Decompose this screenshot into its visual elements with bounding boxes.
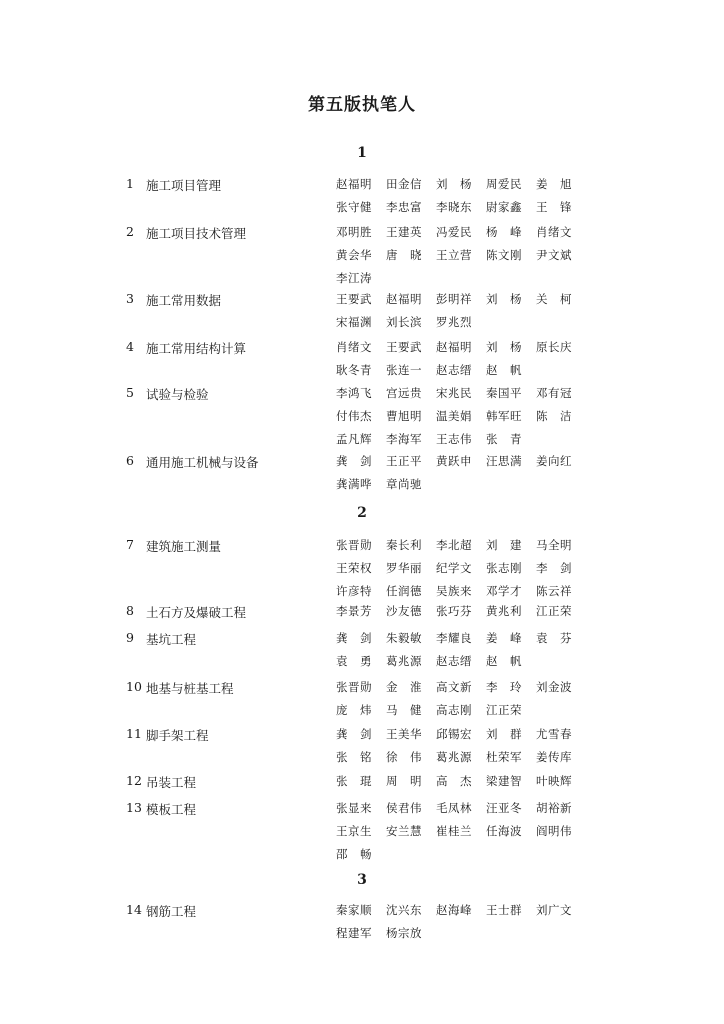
author-name: 宋福渊: [336, 315, 372, 329]
author-name: 赵福明: [436, 340, 472, 354]
author-row: [336, 800, 596, 823]
author-name: 陈 洁: [536, 409, 572, 423]
part-number: 2: [357, 505, 367, 521]
author-name: 宋兆民: [436, 386, 472, 400]
author-name: 汪亚冬: [486, 801, 522, 815]
author-row: [336, 291, 596, 314]
author-row: [336, 339, 596, 362]
author-name: 张 青: [486, 432, 522, 446]
author-name: 邓明胜: [336, 225, 372, 239]
author-name: 彭明祥: [436, 292, 472, 306]
author-name: 黄会华: [336, 248, 372, 262]
author-name: 江正荣: [536, 604, 572, 618]
author-name: 张显来: [336, 801, 372, 815]
chapter-authors: [336, 679, 596, 725]
author-name: 袁 芬: [536, 631, 572, 645]
author-row: [336, 902, 596, 925]
chapter-authors: [336, 630, 596, 676]
author-name: 任海波: [486, 824, 522, 838]
author-row: [336, 537, 596, 560]
author-name: 王荣权: [336, 561, 372, 575]
chapter-authors: [336, 339, 596, 385]
author-name: 纪学文: [436, 561, 472, 575]
author-name: 张晋勋: [336, 680, 372, 694]
author-name: 尹文斌: [536, 248, 572, 262]
author-name: 王士群: [486, 903, 522, 917]
author-name: 王立营: [436, 248, 472, 262]
author-name: 庞 炜: [336, 703, 372, 717]
author-name: 侯君伟: [386, 801, 422, 815]
author-name: 张巧芬: [436, 604, 472, 618]
author-name: 冯爱民: [436, 225, 472, 239]
chapter-authors: [336, 726, 596, 772]
chapter-title: 施工常用数据: [146, 293, 222, 308]
author-name: 李景芳: [336, 604, 372, 618]
chapter-number: 4: [126, 339, 134, 354]
author-row: [336, 603, 596, 626]
author-name: 龚 剑: [336, 727, 372, 741]
author-row: [336, 653, 596, 676]
chapter-title: 土石方及爆破工程: [146, 605, 247, 620]
author-name: 龚 剑: [336, 631, 372, 645]
author-name: 姜 旭: [536, 177, 572, 191]
author-name: 王建英: [386, 225, 422, 239]
author-name: 高志刚: [436, 703, 472, 717]
chapter-authors: [336, 453, 596, 499]
author-name: 张连一: [386, 363, 422, 377]
author-name: 周爱民: [486, 177, 522, 191]
author-name: 温美娟: [436, 409, 472, 423]
author-name: 肖绪文: [336, 340, 372, 354]
page-title: 第五版执笔人: [308, 95, 416, 115]
author-row: [336, 431, 596, 454]
author-row: [336, 176, 596, 199]
author-row: [336, 362, 596, 385]
author-name: 唐 晓: [386, 248, 422, 262]
chapter-number: 3: [126, 291, 134, 306]
author-name: 陈云祥: [536, 584, 572, 598]
author-name: 刘 杨: [486, 340, 522, 354]
author-name: 吴族来: [436, 584, 472, 598]
author-name: 姜传库: [536, 750, 572, 764]
author-name: 尉家鑫: [486, 200, 522, 214]
chapter-title: 钢筋工程: [146, 904, 197, 919]
chapter-number: 14: [126, 902, 142, 917]
chapter-number: 9: [126, 630, 134, 645]
author-name: 杨宗放: [386, 926, 422, 940]
author-name: 关 柯: [536, 292, 572, 306]
author-row: [336, 823, 596, 846]
chapter-authors: [336, 603, 596, 626]
chapter-number: 7: [126, 537, 134, 552]
author-name: 李 玲: [486, 680, 522, 694]
author-name: 李海军: [386, 432, 422, 446]
author-name: 赵海峰: [436, 903, 472, 917]
author-row: [336, 702, 596, 725]
part-number: 3: [357, 872, 367, 888]
author-name: 胡裕新: [536, 801, 572, 815]
author-row: [336, 773, 596, 796]
author-name: 许彦特: [336, 584, 372, 598]
chapter-authors: [336, 537, 596, 606]
author-name: 阎明伟: [536, 824, 572, 838]
author-name: 高文新: [436, 680, 472, 694]
chapter-title: 脚手架工程: [146, 728, 209, 743]
chapter-number: 10: [126, 679, 142, 694]
author-name: 沈兴东: [386, 903, 422, 917]
chapter-number: 2: [126, 224, 134, 239]
author-name: 李耀良: [436, 631, 472, 645]
author-name: 李 剑: [536, 561, 572, 575]
chapter-authors: [336, 224, 596, 293]
author-name: 秦国平: [486, 386, 522, 400]
author-row: [336, 408, 596, 431]
chapter-authors: [336, 385, 596, 454]
author-name: 崔桂兰: [436, 824, 472, 838]
author-name: 安兰慧: [386, 824, 422, 838]
author-name: 张守健: [336, 200, 372, 214]
author-row: [336, 925, 596, 948]
author-row: [336, 247, 596, 270]
author-name: 高 杰: [436, 774, 472, 788]
author-name: 赵 帆: [486, 654, 522, 668]
author-name: 张 琨: [336, 774, 372, 788]
author-name: 韩军旺: [486, 409, 522, 423]
chapter-title: 施工项目管理: [146, 178, 222, 193]
author-name: 黄兆利: [486, 604, 522, 618]
chapter-authors: [336, 902, 596, 948]
author-name: 宫远贵: [386, 386, 422, 400]
author-row: [336, 314, 596, 337]
author-name: 肖绪文: [536, 225, 572, 239]
author-name: 章尚驰: [386, 477, 422, 491]
author-name: 梁建智: [486, 774, 522, 788]
author-name: 张晋勋: [336, 538, 372, 552]
author-name: 李鸿飞: [336, 386, 372, 400]
author-row: [336, 270, 596, 293]
chapter-number: 12: [126, 773, 142, 788]
author-name: 王志伟: [436, 432, 472, 446]
author-name: 刘广文: [536, 903, 572, 917]
chapter-number: 5: [126, 385, 134, 400]
author-name: 罗兆烈: [436, 315, 472, 329]
author-name: 刘长滨: [386, 315, 422, 329]
chapter-number: 6: [126, 453, 134, 468]
author-name: 葛兆源: [436, 750, 472, 764]
chapter-authors: [336, 800, 596, 869]
author-name: 邓有冠: [536, 386, 572, 400]
chapter-title: 施工常用结构计算: [146, 341, 247, 356]
author-name: 秦家顺: [336, 903, 372, 917]
author-name: 袁 勇: [336, 654, 372, 668]
author-name: 杜荣军: [486, 750, 522, 764]
author-name: 刘 建: [486, 538, 522, 552]
chapter-authors: [336, 291, 596, 337]
author-row: [336, 846, 596, 869]
author-name: 原长庆: [536, 340, 572, 354]
chapter-number: 13: [126, 800, 142, 815]
author-name: 尤雪春: [536, 727, 572, 741]
chapter-number: 1: [126, 176, 134, 191]
chapter-title: 施工项目技术管理: [146, 226, 247, 241]
author-name: 李北超: [436, 538, 472, 552]
author-name: 陈文刚: [486, 248, 522, 262]
author-name: 王 锋: [536, 200, 572, 214]
author-name: 孟凡辉: [336, 432, 372, 446]
author-name: 邱锡宏: [436, 727, 472, 741]
author-name: 王要武: [336, 292, 372, 306]
author-name: 王要武: [386, 340, 422, 354]
chapter-title: 基坑工程: [146, 632, 197, 647]
chapter-title: 试验与检验: [146, 387, 209, 402]
author-name: 龚满哗: [336, 477, 372, 491]
author-name: 姜 峰: [486, 631, 522, 645]
author-name: 王京生: [336, 824, 372, 838]
author-name: 王正平: [386, 454, 422, 468]
chapter-number: 11: [126, 726, 142, 741]
author-name: 马 健: [386, 703, 422, 717]
author-name: 赵福明: [336, 177, 372, 191]
author-name: 朱毅敏: [386, 631, 422, 645]
chapter-authors: [336, 176, 596, 222]
author-name: 罗华丽: [386, 561, 422, 575]
author-name: 龚 剑: [336, 454, 372, 468]
author-name: 葛兆源: [386, 654, 422, 668]
author-name: 付伟杰: [336, 409, 372, 423]
chapter-title: 模板工程: [146, 802, 197, 817]
author-name: 毛凤林: [436, 801, 472, 815]
author-row: [336, 749, 596, 772]
author-name: 江正荣: [486, 703, 522, 717]
author-name: 李忠富: [386, 200, 422, 214]
author-name: 马全明: [536, 538, 572, 552]
chapter-authors: [336, 773, 596, 796]
author-name: 赵志缙: [436, 363, 472, 377]
chapter-title: 吊装工程: [146, 775, 197, 790]
author-name: 刘 群: [486, 727, 522, 741]
author-name: 周 明: [386, 774, 422, 788]
author-name: 赵 帆: [486, 363, 522, 377]
author-name: 张志刚: [486, 561, 522, 575]
author-name: 任润德: [386, 584, 422, 598]
author-name: 杨 峰: [486, 225, 522, 239]
author-name: 秦长利: [386, 538, 422, 552]
author-name: 李江涛: [336, 271, 372, 285]
part-number: 1: [357, 145, 367, 161]
author-name: 姜向红: [536, 454, 572, 468]
author-name: 黄跃申: [436, 454, 472, 468]
author-name: 赵福明: [386, 292, 422, 306]
chapter-number: 8: [126, 603, 134, 618]
author-name: 刘金波: [536, 680, 572, 694]
author-name: 叶映辉: [536, 774, 572, 788]
author-name: 汪思满: [486, 454, 522, 468]
author-row: [336, 453, 596, 476]
author-name: 王美华: [386, 727, 422, 741]
author-name: 徐 伟: [386, 750, 422, 764]
author-name: 耿冬青: [336, 363, 372, 377]
author-name: 李晓东: [436, 200, 472, 214]
author-row: [336, 630, 596, 653]
author-row: [336, 726, 596, 749]
author-name: 沙友德: [386, 604, 422, 618]
author-name: 刘 杨: [486, 292, 522, 306]
author-row: [336, 560, 596, 583]
author-name: 邵 畅: [336, 847, 372, 861]
author-name: 田金信: [386, 177, 422, 191]
chapter-title: 地基与桩基工程: [146, 681, 234, 696]
author-name: 程建军: [336, 926, 372, 940]
chapter-title: 通用施工机械与设备: [146, 455, 259, 470]
author-row: [336, 385, 596, 408]
author-name: 邓学才: [486, 584, 522, 598]
author-row: [336, 679, 596, 702]
author-name: 刘 杨: [436, 177, 472, 191]
author-name: 赵志缙: [436, 654, 472, 668]
author-name: 金 淮: [386, 680, 422, 694]
author-row: [336, 476, 596, 499]
author-name: 曹旭明: [386, 409, 422, 423]
author-row: [336, 224, 596, 247]
chapter-title: 建筑施工测量: [146, 539, 222, 554]
author-row: [336, 199, 596, 222]
author-name: 张 铭: [336, 750, 372, 764]
